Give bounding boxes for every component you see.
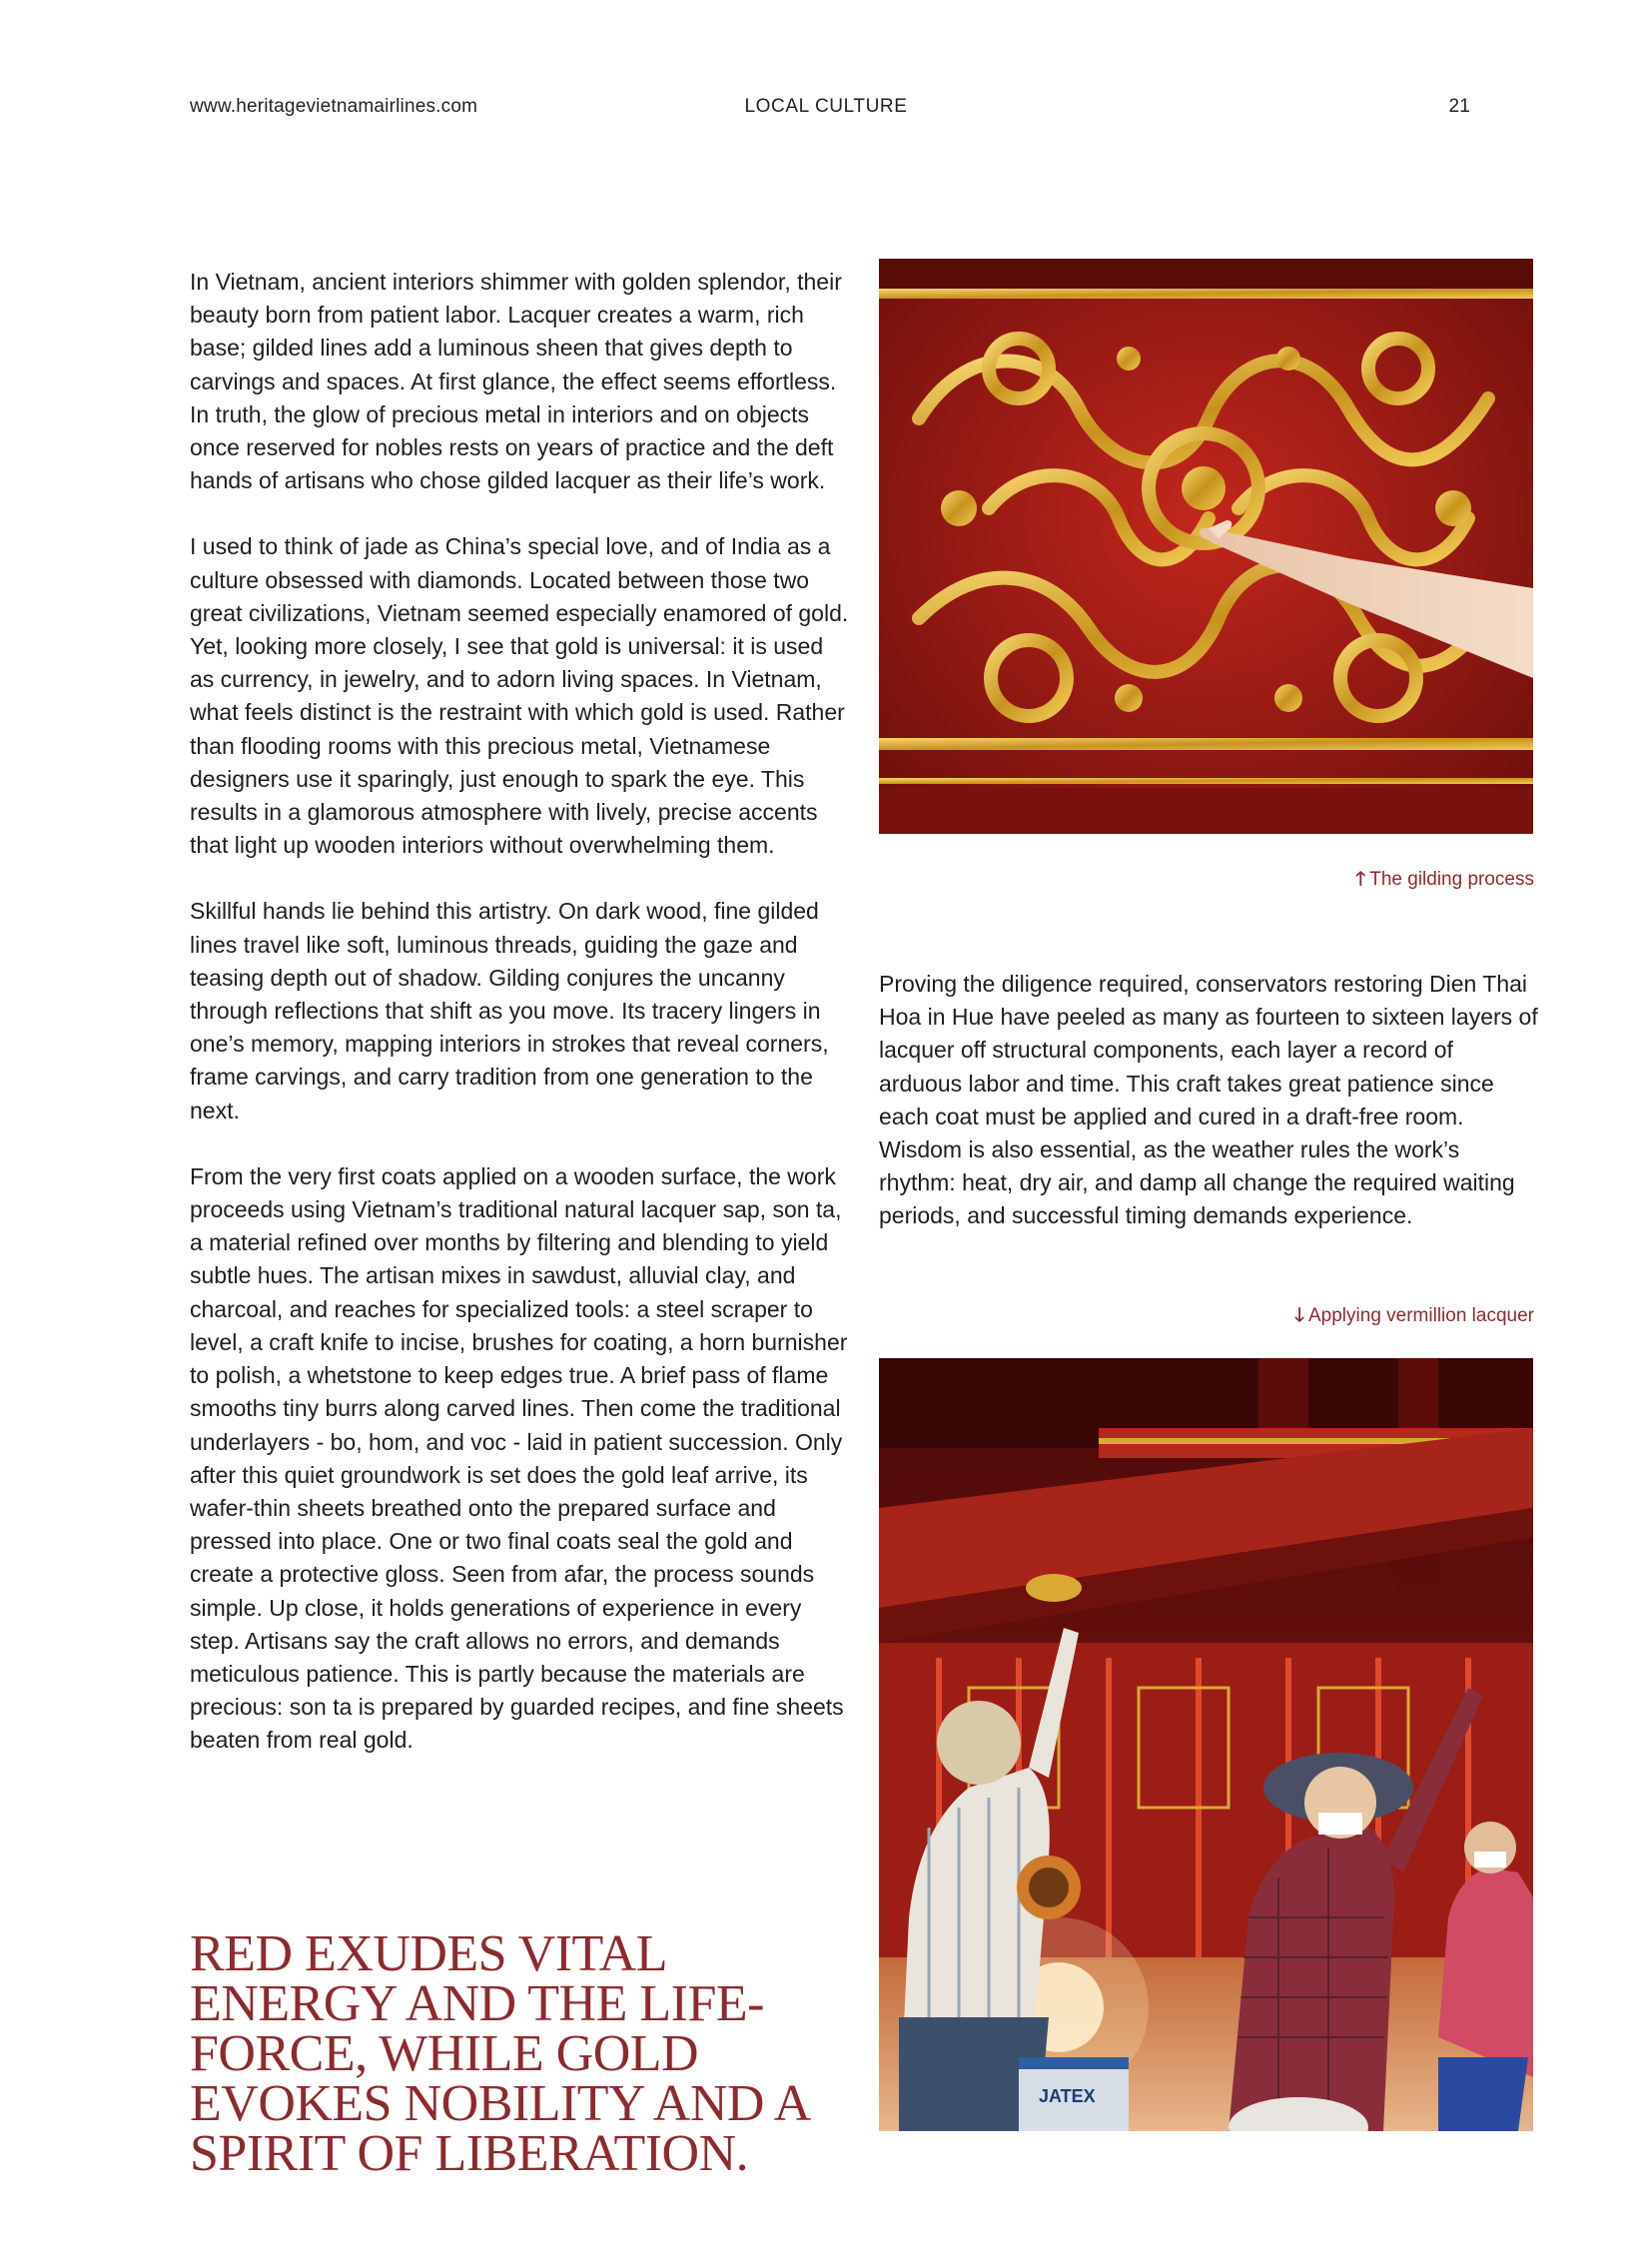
paragraph: Skillful hands lie behind this artistry. On dark wood, fine gilded lines travel like soft, luminous threads, guiding the gaze and teasing depth out of shadow. Gilding conjures the uncanny through reflections that shift as you move. Its tracery lingers in one’s memory, mapping interiors in strokes that reveal corners, frame carvings, and carry tradition from one generation to the next. bbox=[190, 898, 829, 1123]
paragraph: In Vietnam, ancient interiors shimmer with golden splendor, their beauty born from patient labor. Lacquer creates a warm, rich base; gilded lines add a luminous sheen that gives depth to carvings and spaces. At first glance, the effect seems effortless. In truth, the glow of precious metal in interiors and on objects once reserved for nobles rests on years of practice and the deft hands of artisans who chose gilded lacquer as their life’s work. bbox=[190, 269, 842, 494]
paragraph: From the very first coats applied on a wooden surface, the work proceeds using Vietnam’s traditional natural lacquer sap, son ta, a material refined over months by filtering and blending to yield subtle hues. The artisan mixes in sawdust, alluvial clay, and charcoal, and reaches for specialized tools: a steel scraper to level, a craft knife to incise, brushes for coating, a horn burnisher to polish, a whetstone to keep edges true. A brief pass of flame smooths tiny burrs along carved lines. Then come the traditional underlayers - bo, hom, and voc - laid in patient succession. Only after this quiet groundwork is set does the gold leaf arrive, its wafer-thin sheets breathed onto the prepared surface and pressed into place. One or two final coats seal the gold and create a protective gloss. Seen from afar, the process sounds simple. Up close, it holds generations of experience in every step. Artisans say the craft allows no errors, and demands meticulous patience. This is partly because the materials are precious: son ta is prepared by guarded recipes, and fine sheets beaten from real gold. bbox=[190, 1162, 848, 1754]
page-number: 21 bbox=[1448, 96, 1470, 117]
right-column-text bbox=[879, 968, 1538, 1266]
gilding-illustration bbox=[879, 259, 1533, 834]
arrow-up-icon: 🡑 bbox=[1355, 869, 1366, 890]
caption-text: Applying vermillion lacquer bbox=[1308, 1305, 1534, 1326]
caption-text: The gilding process bbox=[1369, 869, 1534, 890]
gilding-photo bbox=[879, 259, 1533, 834]
arrow-down-icon: 🡓 bbox=[1294, 1305, 1304, 1326]
caption-vermillion bbox=[1294, 1301, 1534, 1333]
lacquer-illustration bbox=[879, 1358, 1533, 2131]
site-url[interactable]: www.heritagevietnamairlines.com bbox=[190, 96, 478, 117]
section-title: LOCAL CULTURE bbox=[744, 96, 908, 117]
caption-gilding bbox=[1355, 865, 1534, 897]
pull-quote: RED EXUDES VITAL ENERGY AND THE LIFE-FORCE, WHILE GOLD EVOKES NOBILITY AND A SPIRIT OF LIBERATION. bbox=[190, 1925, 808, 2182]
left-column-text bbox=[190, 266, 849, 1791]
bucket-label: JATEX bbox=[1039, 2086, 1096, 2106]
paragraph: Proving the diligence required, conservators restoring Dien Thai Hoa in Hue have peeled as many as fourteen to sixteen layers of lacquer off structural components, each layer a record of arduous labor and time. This craft takes great patience since each coat must be applied and cured in a draft-free room. Wisdom is also essential, as the weather rules the work’s rhythm: heat, dry air, and damp all change the required waiting periods, and successful timing demands experience. bbox=[879, 971, 1538, 1229]
lacquer-photo bbox=[879, 1358, 1533, 2131]
paragraph: I used to think of jade as China’s special love, and of India as a culture obsessed with diamonds. Located between those two great civilizations, Vietnam seemed especially enamored of gold. Yet, looking more closely, I see that gold is universal: it is used as currency, in jewelry, and to adorn living spaces. In Vietnam, what feels distinct is the restraint with which gold is used. Rather than flooding rooms with this precious metal, Vietnamese designers use it sparingly, just enough to spark the eye. This results in a glamorous atmosphere with lively, precise accents that light up wooden interiors without overwhelming them. bbox=[190, 533, 849, 859]
